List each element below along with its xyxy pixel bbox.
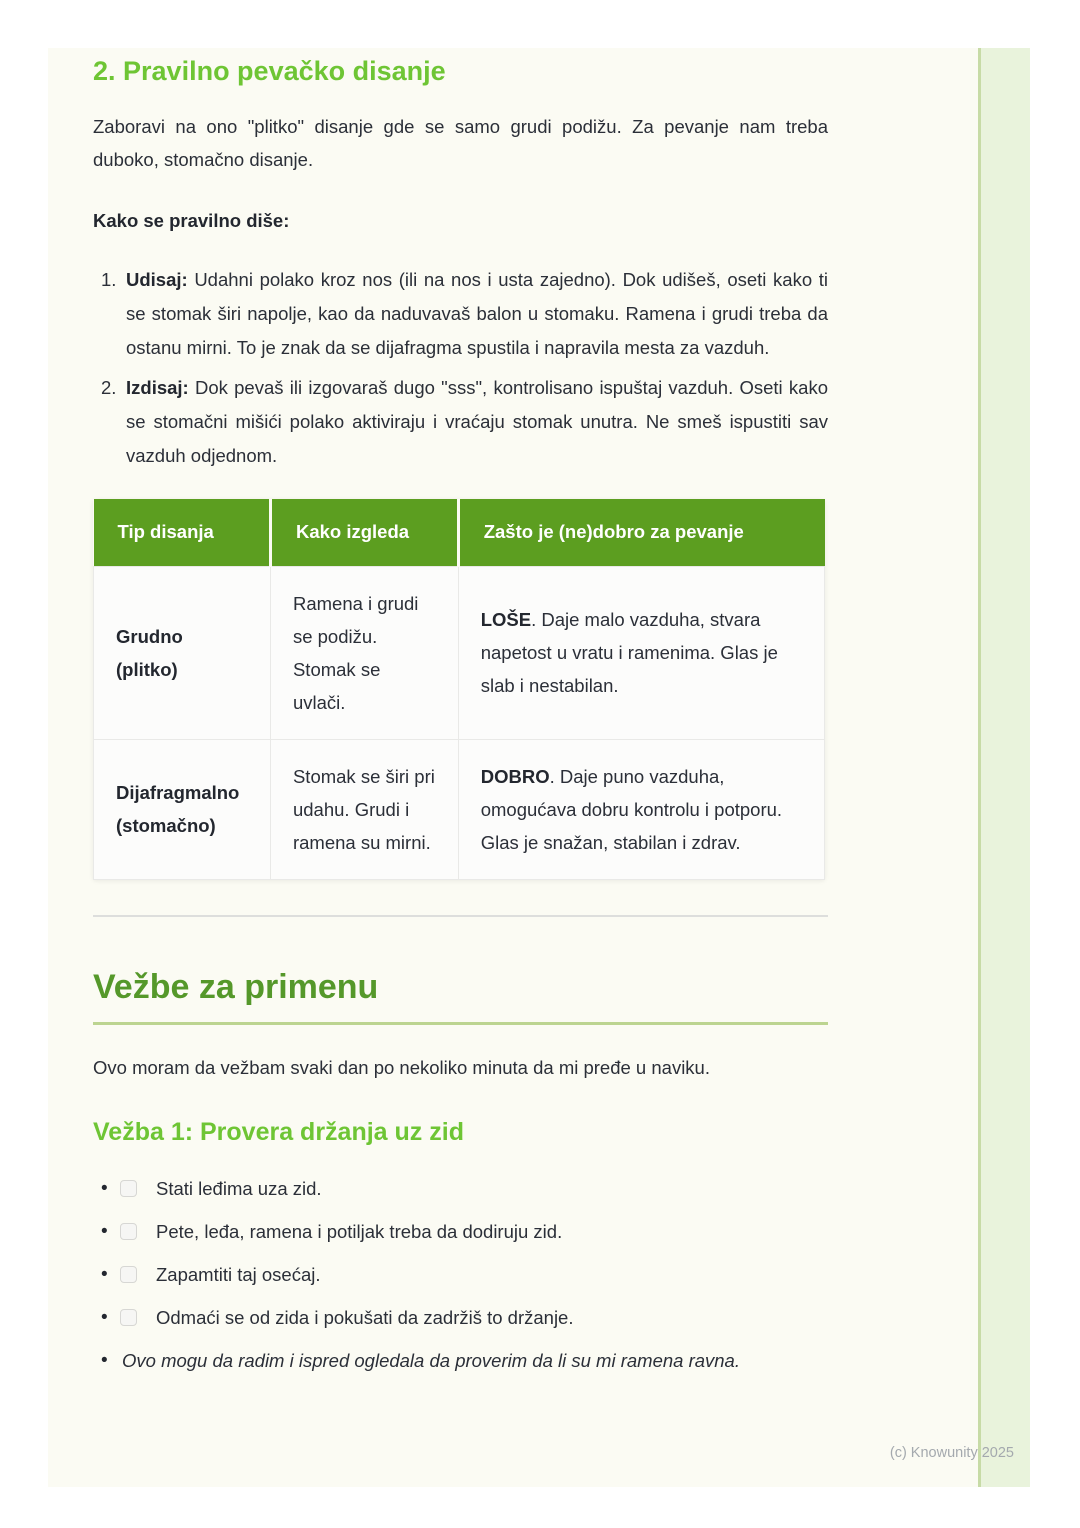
breathing-comparison-table [93,499,825,880]
exercise1-checklist [93,1177,828,1373]
how-to-breathe-label: Kako se pravilno diše: [93,210,290,231]
breathing-intro-paragraph: Zaboravi na ono "plitko" disanje gde se samo grudi podižu. Za pevanje nam treba duboko, stomačno disanje. [93,116,828,170]
verdict-label: DOBRO [480,765,550,787]
checklist-item-label: Stati leđima uza zid. [156,1177,322,1199]
step-number: 1. [101,269,117,290]
step-text: Udahni polako kroz nos (ili na nos i usta zajedno). Dok udišeš, oseti kako ti se stomak širi napolje, kao da naduvavaš balon u stomaku. Ramena i grudi treba da ostanu mirni. To je znak da se dijafragma spustila i napravila mesta za vazduh. [126,269,828,358]
exercises-title: Vežbe za primenu [93,967,828,1025]
note-item [93,1349,828,1373]
step-number: 2. [101,377,117,398]
checklist-item [93,1177,828,1201]
cell-type [94,566,271,739]
checkbox-unchecked[interactable] [120,1309,137,1326]
exercise1-note: Ovo mogu da radim i ispred ogledala da proverim da li su mi ramena ravna. [122,1349,740,1371]
step-label: Udisaj: [126,269,188,290]
cell-verdict [458,566,824,739]
verdict-explanation: . Daje malo vazduha, stvara napetost u vratu i ramenima. Glas je slab i nestabilan. [480,609,778,696]
exercise1-heading: Vežba 1: Provera držanja uz zid [93,1117,464,1146]
exercises-intro-paragraph: Ovo moram da vežbam svaki dan po nekoliko minuta da mi pređe u naviku. [93,1056,710,1078]
checklist-item [93,1306,828,1330]
breathing-section-heading: 2. Pravilno pevačko disanje [93,56,446,86]
breathing-type-name: Grudno [116,625,183,647]
checklist-item [93,1220,828,1244]
breathing-type-qualifier: (plitko) [116,658,178,680]
breathing-type-qualifier: (stomačno) [116,815,216,836]
checklist-item-label: Odmaći se od zida i pokušati da zadržiš to držanje. [156,1306,574,1328]
breathing-steps-list [93,263,828,473]
bullet-icon: • [101,1177,108,1199]
page-accent-bar [978,48,1030,1487]
table-header-verdict: Zašto je (ne)dobro za pevanje [458,499,824,566]
table-header-row [94,499,825,566]
cell-appearance: Ramena i grudi se podižu. Stomak se uvlači. [270,566,458,739]
checkbox-unchecked[interactable] [120,1180,137,1197]
checklist-item-label: Zapamtiti taj osećaj. [156,1263,321,1285]
bullet-icon: • [101,1306,108,1328]
copyright-text: (c) Knowunity 2025 [889,1445,1014,1461]
checklist-item-label: Pete, leđa, ramena i potiljak treba da dodiruju zid. [156,1220,563,1242]
step-item-exhale [93,371,828,473]
checkbox-unchecked[interactable] [120,1223,137,1240]
table-row-diaphragm [94,739,825,879]
table-header-type: Tip disanja [94,499,271,566]
cell-appearance: Stomak se širi pri udahu. Grudi i ramena su mirni. [270,739,458,879]
checklist-item [93,1263,828,1287]
step-label: Izdisaj: [126,377,189,398]
cell-type [94,739,271,879]
bullet-icon: • [101,1220,108,1242]
section-divider [93,915,828,917]
step-text: Dok pevaš ili izgovaraš dugo "sss", kontrolisano ispuštaj vazduh. Oseti kako se stomačni mišići polako aktiviraju i vraćaju stomak unutra. Ne smeš ispustiti sav vazduh odjednom. [126,377,828,466]
notes-page-card [48,48,1030,1487]
verdict-explanation: . Daje puno vazduha, omogućava dobru kontrolu i potporu. Glas je snažan, stabilan i zdrav. [480,765,783,853]
table-header-appearance: Kako izgleda [270,499,458,566]
table-row-chest [94,566,825,739]
checkbox-unchecked[interactable] [120,1266,137,1283]
page-content [93,48,828,1373]
breathing-type-name: Dijafragmalno [116,782,240,803]
bullet-icon: • [101,1263,108,1285]
step-item-inhale [93,263,828,365]
bullet-icon: • [101,1349,108,1371]
cell-verdict [458,739,824,879]
verdict-label: LOŠE [480,609,532,630]
